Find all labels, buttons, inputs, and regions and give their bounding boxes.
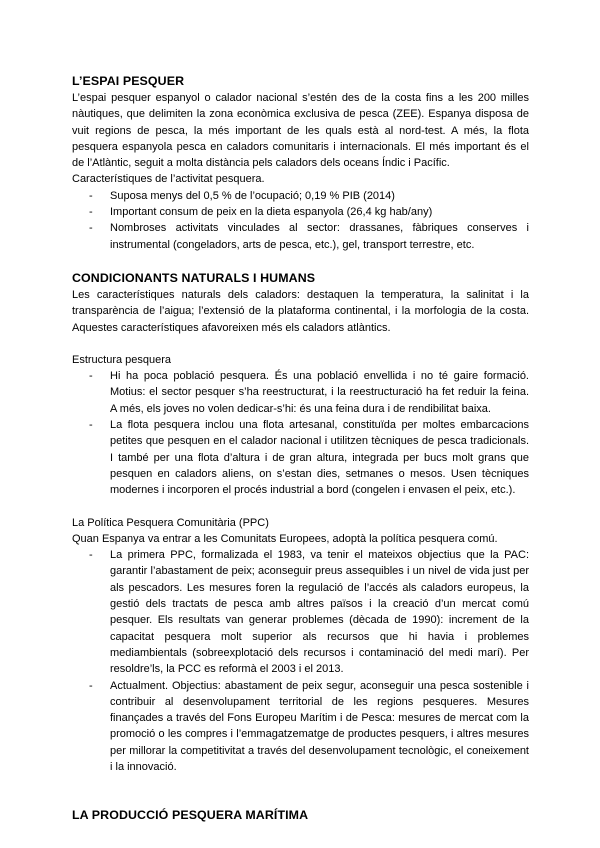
espai-pesquer-intro: L’espai pesquer espanyol o calador nacional s’estén des de la costa fins a les 200 milles nàutiques, que delimiten la zona econòmica exclusiva de pesca (ZEE). Espanya disposa de vuit regions de pesca, la més important de les quals està al nord-test. A més, la flota pesquera espanyola pesca en caladors comunitaris i internacionals. El més important és el de l’Atlàntic, seguit a molta distància pels caladors dels oceans Índic i Pacífic.: [72, 92, 529, 170]
bullet-dash: -: [89, 549, 93, 562]
heading-produccio-pesquera: LA PRODUCCIÓ PESQUERA MARÍTIMA: [72, 808, 309, 823]
bullet-dash: -: [89, 189, 93, 202]
estructura-list: [72, 368, 529, 498]
list-item: - Hi ha poca població pesquera. És una població envellida i no té gaire formació. Motius: el sector pesquer s’ha reestructurat, i la reestructuració ha fet reduir la feina. A més, els joves no volen dedicar-s’hi: és una feina dura i de rendibilitat baixa.: [89, 370, 529, 415]
ppc-list: [72, 547, 529, 775]
bullet-dash: -: [89, 222, 93, 235]
ppc-intro: Quan Espanya va entrar a les Comunitats Europees, adoptà la política pesquera comú.: [72, 532, 498, 545]
list-item: - Nombroses activitats vinculades al sector: drassanes, fàbriques conserves i instrumental (congeladors, arts de pesca, etc.), gel, transport terrestre, etc.: [89, 222, 529, 251]
list-item: - La primera PPC, formalizada el 1983, va tenir el mateixos objectius que la PAC: garantir l’abastament de peix; aconseguir preus assequibles i un nivel de vida just per als pescadors. Les mesures foren la regulació de l’accés als caladors europeus, la gestió dels tractats de pesca amb altres països i la creació d’un mercat comú pesquer. Els resultats van generar problemes (dècada de 1990): increment de la capacitat pesquera molt superior als recursos que hi havia i problemes mediambientals (sobreexplotació dels recursos i contaminació del medi marí). Per resoldre’ls, la PCC es reformà el 2003 i el 2013.: [89, 549, 529, 676]
activitat-list-intro: Característiques de l’activitat pesquera.: [72, 173, 265, 186]
heading-condicionants: CONDICIONANTS NATURALS I HUMANS: [72, 270, 316, 285]
activitat-list: [72, 188, 529, 253]
estructura-title: Estructura pesquera: [72, 353, 172, 366]
heading-espai-pesquer: L’ESPAI PESQUER: [72, 74, 185, 88]
bullet-dash: -: [89, 679, 93, 692]
bullet-dash: -: [89, 370, 93, 383]
bullet-dash: -: [89, 206, 93, 219]
ppc-title: La Política Pesquera Comunitària (PPC): [72, 516, 269, 529]
list-item: - Suposa menys del 0,5 % de l’ocupació; 0,19 % PIB (2014): [72, 188, 529, 204]
list-item: - Actualment. Objectius: abastament de peix segur, aconseguir una pesca sostenible i contribuir al desenvolupament territorial de les regions pesqueres. Mesures finançades a través del Fons Europeu Marítim i de Pesca: mesures de mercat com la promoció o les compres i l’emmagatzematge de productes pesquers, i altres mesures per millorar la competitivitat a través del desenvolupament tecnològic, el coneixement i la innovació.: [89, 679, 529, 773]
condicionants-intro: Les característiques naturals dels caladors: destaquen la temperatura, la salinitat i la transparència de l’aigua; l’extensió de la plataforma continental, i la morfologia de la costa. Aquestes característiques afavoreixen més els caladors atlàntics.: [72, 288, 529, 334]
bullet-dash: -: [89, 419, 93, 432]
list-item: - Important consum de peix en la dieta espanyola (26,4 kg hab/any): [72, 204, 529, 220]
page-content: [72, 73, 529, 823]
list-item: - La flota pesquera inclou una flota artesanal, constituïda per moltes embarcacions petites que pesquen en el calador nacional i utilitzen tècniques de pesca tradicionals. I també per una flota d’altura i de gran altura, integrada per bucs molt grans que pesquen en caladors aliens, on s’estan dies, setmanes o mesos. Usen tècniques modernes i incorporen el procés industrial a bord (congelen i envasen el peix, etc.).: [89, 419, 529, 497]
